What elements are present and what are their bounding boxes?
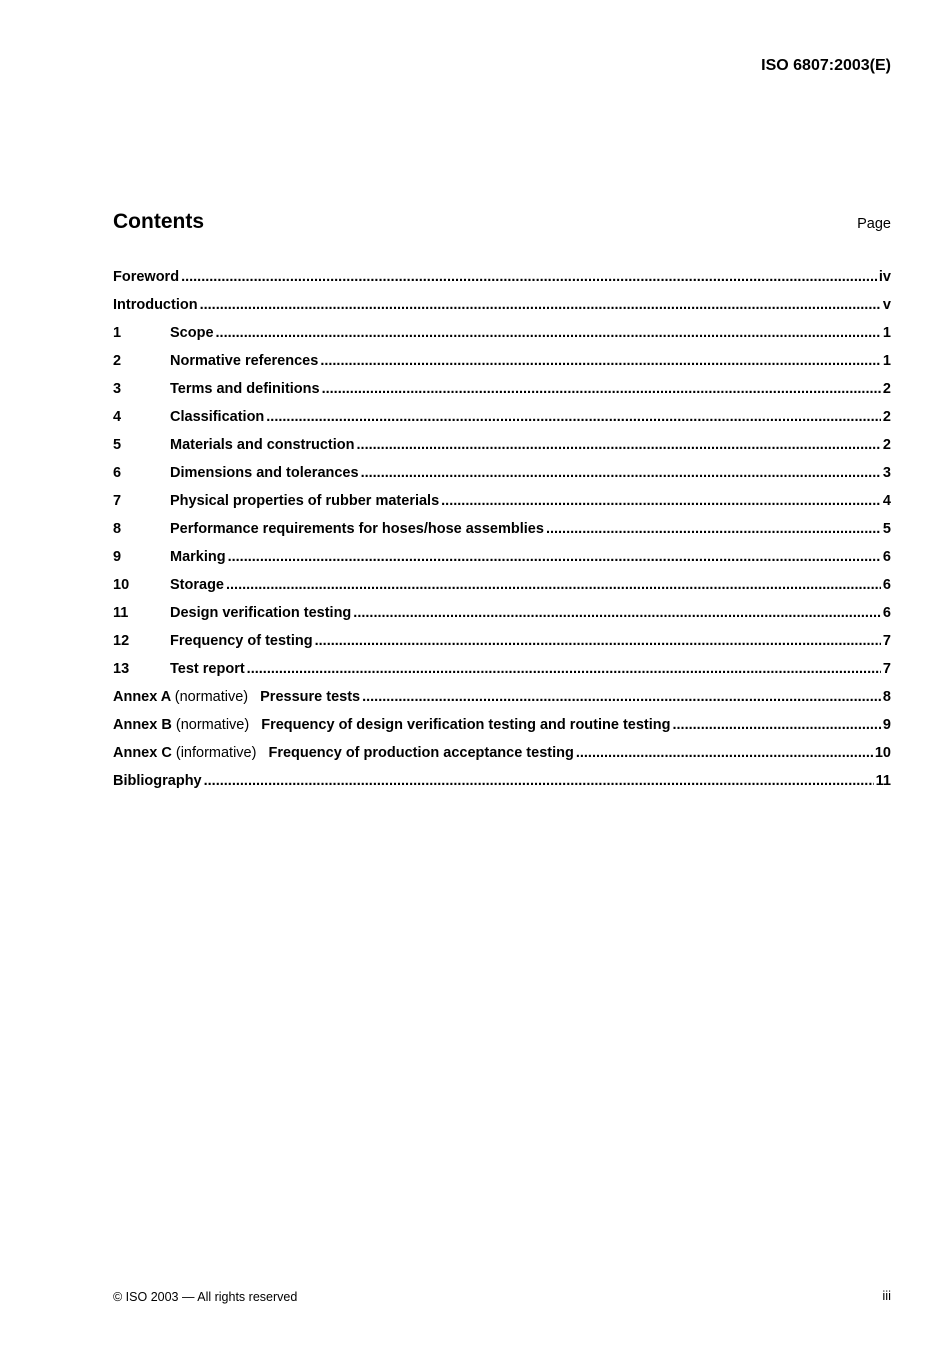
toc-entry-clause-3[interactable] [113, 378, 891, 406]
toc-entry-clause-2[interactable] [113, 350, 891, 378]
toc-entry-clause-13[interactable] [113, 658, 891, 686]
dot-leader [576, 742, 873, 764]
annex-title: Pressure tests [260, 689, 361, 705]
toc-entry-annex-b[interactable] [113, 714, 891, 742]
toc-entry-clause-8[interactable] [113, 518, 891, 546]
toc-entry-page: 2 [882, 437, 891, 453]
toc-entry-title: Terms and definitions [170, 381, 320, 397]
toc-entry-number: 7 [113, 493, 122, 509]
toc-entry-title: Materials and construction [170, 437, 355, 453]
toc-entry-page: 7 [882, 661, 891, 677]
dot-leader [357, 434, 881, 456]
toc-entry-clause-12[interactable] [113, 630, 891, 658]
toc-entry-title: Design verification testing [170, 605, 352, 621]
dot-leader [546, 518, 881, 540]
toc-entry-number: 12 [113, 633, 130, 649]
toc-entry-clause-5[interactable] [113, 434, 891, 462]
annex-type: (normative) [174, 689, 249, 705]
toc-annex-heading [113, 686, 360, 708]
toc-entry-number: 1 [113, 325, 122, 341]
toc-entry-page: 10 [874, 745, 891, 761]
dot-leader [441, 490, 881, 512]
document-id-header: ISO 6807:2003(E) [761, 57, 891, 74]
toc-entry-page: 3 [882, 465, 891, 481]
toc-entry-title: Scope [170, 325, 214, 341]
dot-leader [181, 266, 877, 288]
toc-entry-number: 13 [113, 661, 130, 677]
toc-entry-number: 5 [113, 437, 122, 453]
toc-entry-introduction[interactable] [113, 294, 891, 322]
toc-entry-title: Classification [170, 409, 265, 425]
toc-entry-number: 8 [113, 521, 122, 537]
toc-entry-title: Normative references [170, 353, 319, 369]
toc-entry-annex-c[interactable] [113, 742, 891, 770]
toc-entry-page: v [882, 297, 891, 313]
dot-leader [315, 630, 881, 652]
toc-entry-page: 4 [882, 493, 891, 509]
toc-entry-title: Storage [170, 577, 224, 593]
dot-leader [226, 574, 881, 596]
footer-page-number: iii [882, 1288, 891, 1303]
annex-title: Frequency of design verification testing and routine testing [261, 717, 671, 733]
toc-entry-page: 2 [882, 381, 891, 397]
dot-leader [353, 602, 881, 624]
toc-entry-number: 6 [113, 465, 122, 481]
toc-entry-bibliography[interactable] [113, 770, 891, 798]
toc-entry-page: 6 [882, 577, 891, 593]
toc-entry-title: Foreword [113, 269, 180, 285]
toc-entry-title: Bibliography [113, 773, 202, 789]
toc-entry-page: 7 [882, 633, 891, 649]
toc-entry-clause-7[interactable] [113, 490, 891, 518]
table-of-contents [113, 266, 891, 798]
dot-leader [228, 546, 881, 568]
footer-copyright: © ISO 2003 — All rights reserved [113, 1290, 298, 1304]
dot-leader [216, 322, 881, 344]
annex-type: (informative) [175, 745, 257, 761]
toc-entry-title: Test report [170, 661, 245, 677]
toc-entry-page: 1 [882, 353, 891, 369]
toc-entry-number: 4 [113, 409, 122, 425]
toc-entry-title: Introduction [113, 297, 198, 313]
annex-title: Frequency of production acceptance testing [268, 745, 574, 761]
toc-entry-page: 11 [875, 773, 891, 789]
toc-entry-foreword[interactable] [113, 266, 891, 294]
dot-leader [361, 462, 881, 484]
toc-entry-title: Physical properties of rubber materials [170, 493, 440, 509]
toc-entry-page: 9 [882, 717, 891, 733]
toc-entry-title: Dimensions and tolerances [170, 465, 359, 481]
toc-entry-title: Marking [170, 549, 226, 565]
toc-entry-number: 10 [113, 577, 130, 593]
dot-leader [362, 686, 881, 708]
contents-heading: Contents [113, 210, 204, 233]
dot-leader [322, 378, 881, 400]
toc-entry-page: 8 [882, 689, 891, 705]
toc-entry-page: 2 [882, 409, 891, 425]
toc-entry-clause-10[interactable] [113, 574, 891, 602]
toc-entry-page: 1 [882, 325, 891, 341]
toc-entry-clause-9[interactable] [113, 546, 891, 574]
toc-entry-number: 11 [113, 605, 129, 621]
toc-entry-page: iv [878, 269, 891, 285]
toc-entry-annex-a[interactable] [113, 686, 891, 714]
annex-label: Annex A [113, 689, 171, 705]
dot-leader [200, 294, 881, 316]
toc-entry-title: Performance requirements for hoses/hose assemblies [170, 521, 544, 537]
toc-entry-number: 9 [113, 549, 122, 565]
toc-entry-page: 6 [882, 605, 891, 621]
annex-type: (normative) [175, 717, 250, 733]
dot-leader [266, 406, 881, 428]
toc-entry-title: Frequency of testing [170, 633, 313, 649]
dot-leader [320, 350, 881, 372]
dot-leader [673, 714, 881, 736]
toc-entry-clause-1[interactable] [113, 322, 891, 350]
toc-entry-page: 6 [882, 549, 891, 565]
toc-entry-clause-4[interactable] [113, 406, 891, 434]
annex-label: Annex C [113, 745, 172, 761]
toc-entry-number: 2 [113, 353, 122, 369]
toc-entry-clause-6[interactable] [113, 462, 891, 490]
dot-leader [204, 770, 874, 792]
toc-entry-number: 3 [113, 381, 122, 397]
toc-entry-clause-11[interactable] [113, 602, 891, 630]
toc-annex-heading [113, 742, 574, 764]
toc-entry-page: 5 [882, 521, 891, 537]
toc-annex-heading [113, 714, 671, 736]
dot-leader [247, 658, 881, 680]
page-column-label: Page [857, 216, 891, 232]
annex-label: Annex B [113, 717, 172, 733]
